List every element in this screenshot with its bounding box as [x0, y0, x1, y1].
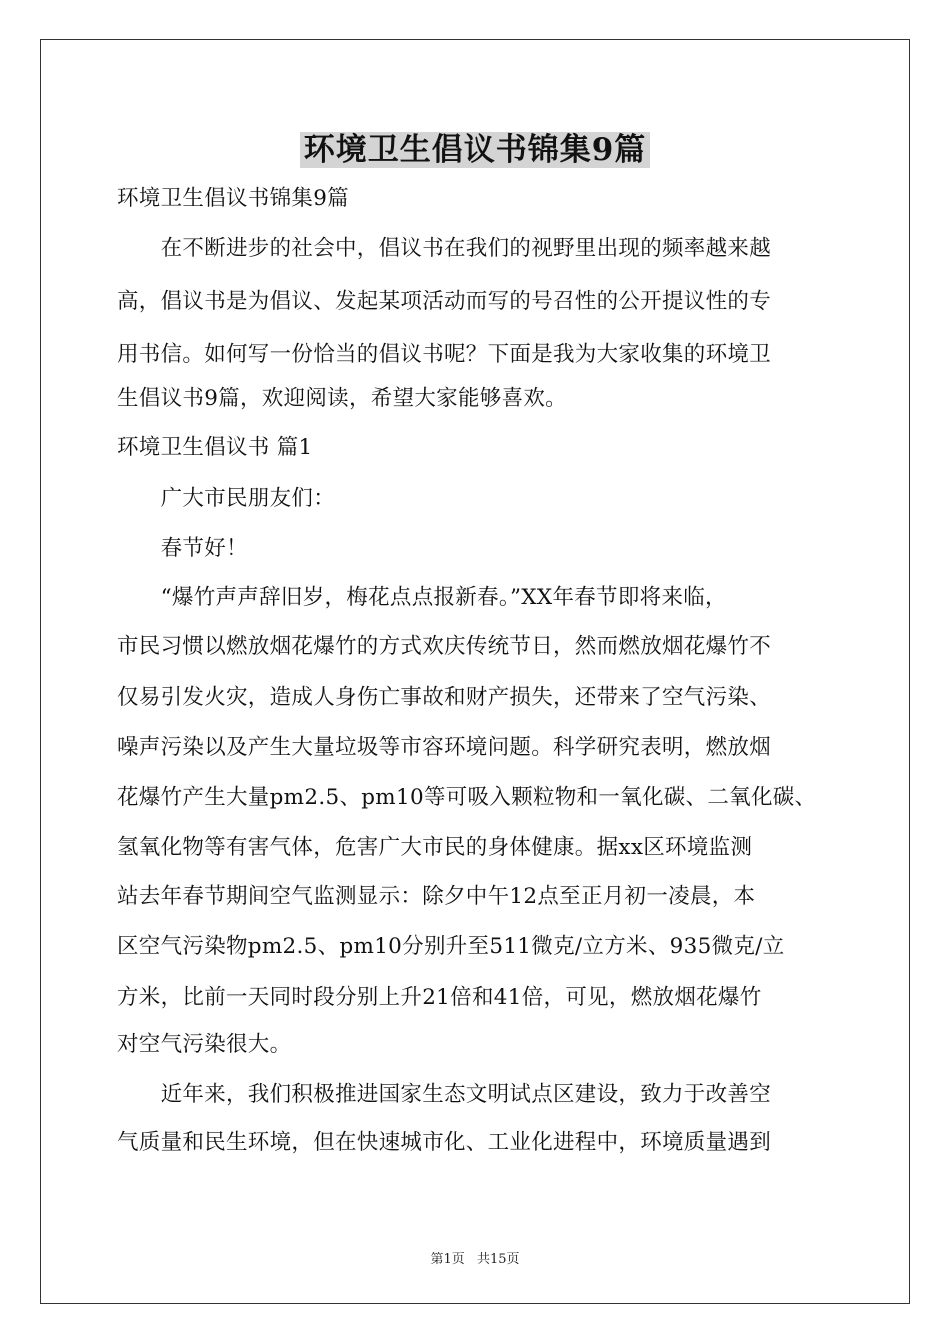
text-line: 区空气污染物pm2.5、pm10分别升至511微克/立方米、935微克/立 — [117, 934, 785, 959]
text-line: 仅易引发火灾，造成人身伤亡事故和财产损失，还带来了空气污染、 — [117, 685, 772, 710]
page-footer — [0, 1248, 950, 1267]
text-line: 用书信。如何写一份恰当的倡议书呢？下面是我为大家收集的环境卫 — [117, 342, 772, 367]
document-title: 环境卫生倡议书锦集9篇 — [0, 128, 950, 172]
text-line: 对空气污染很大。 — [117, 1032, 292, 1057]
text-line: 近年来，我们积极推进国家生态文明试点区建设，致力于改善空 — [117, 1082, 772, 1107]
text-line: 在不断进步的社会中，倡议书在我们的视野里出现的频率越来越 — [117, 236, 772, 261]
page-total: 共15页 — [476, 1252, 520, 1267]
text-line: 花爆竹产生大量pm2.5、pm10等可吸入颗粒物和一氧化碳、二氧化碳、 — [117, 785, 817, 810]
text-line: 氢氧化物等有害气体，危害广大市民的身体健康。据xx区环境监测 — [117, 835, 753, 860]
text-line: 气质量和民生环境，但在快速城市化、工业化进程中，环境质量遇到 — [117, 1130, 772, 1155]
page-border — [40, 39, 910, 1304]
section-heading: 环境卫生倡议书 篇1 — [117, 435, 313, 460]
text-line: 站去年春节期间空气监测显示：除夕中午12点至正月初一凌晨，本 — [117, 884, 756, 909]
subtitle-line: 环境卫生倡议书锦集9篇 — [117, 186, 349, 211]
text-line: 方米，比前一天同时段分别上升21倍和41倍，可见，燃放烟花爆竹 — [117, 985, 762, 1010]
text-line: 市民习惯以燃放烟花爆竹的方式欢庆传统节日，然而燃放烟花爆竹不 — [117, 634, 772, 659]
text-line: 生倡议书9篇，欢迎阅读，希望大家能够喜欢。 — [117, 386, 567, 411]
text-line: “爆竹声声辞旧岁，梅花点点报新春。”XX年春节即将来临， — [117, 585, 727, 610]
text-line: 高，倡议书是为倡议、发起某项活动而写的号召性的公开提议性的专 — [117, 289, 772, 314]
page-number: 第1页 — [430, 1252, 465, 1267]
text-line: 春节好！ — [117, 536, 248, 561]
text-line: 广大市民朋友们： — [117, 486, 336, 511]
text-line: 噪声污染以及产生大量垃圾等市容环境问题。科学研究表明，燃放烟 — [117, 735, 772, 760]
